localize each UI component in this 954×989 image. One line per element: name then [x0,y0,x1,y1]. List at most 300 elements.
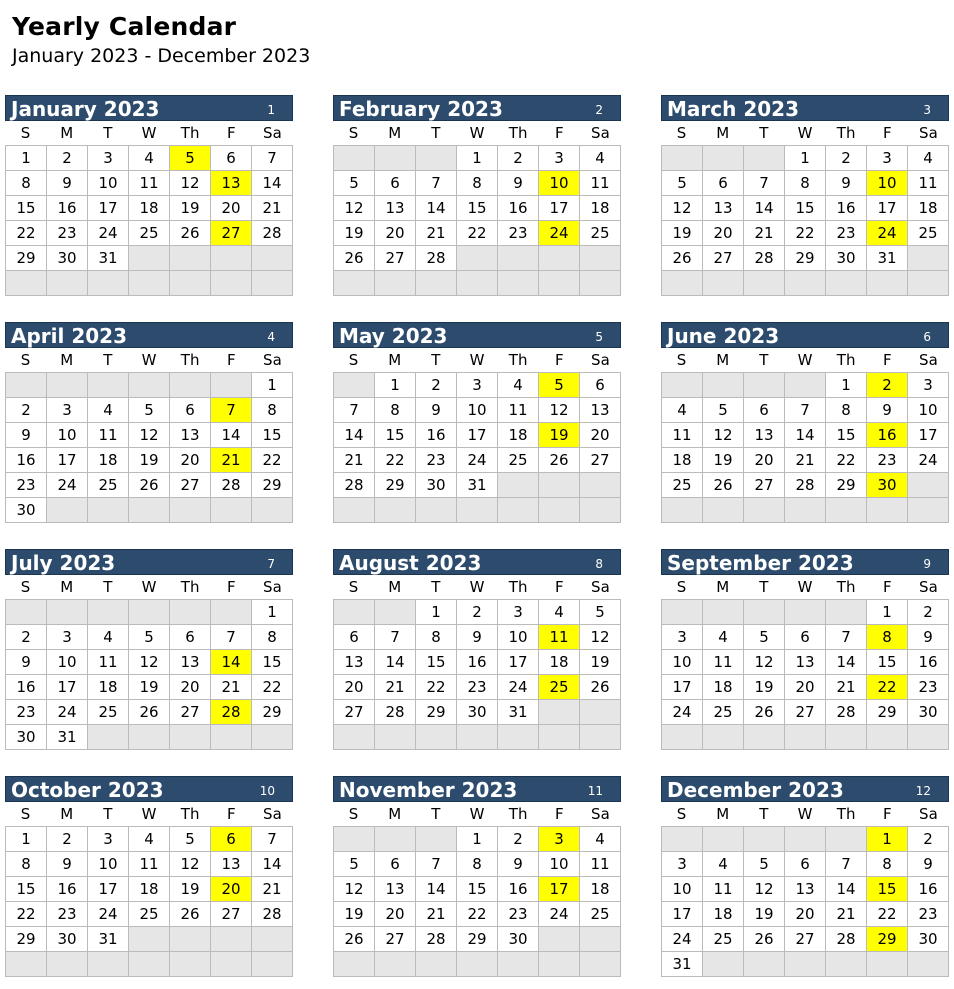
day-cell[interactable]: 1 [416,600,457,625]
day-cell[interactable]: 3 [498,600,539,625]
day-cell[interactable]: 5 [662,171,703,196]
day-cell[interactable]: 14 [211,423,252,448]
day-cell[interactable]: 9 [457,625,498,650]
day-cell[interactable]: 16 [908,650,949,675]
day-cell[interactable]: 13 [211,171,252,196]
day-cell[interactable]: 2 [908,827,949,852]
day-cell[interactable]: 4 [703,852,744,877]
day-cell[interactable]: 5 [539,373,580,398]
day-cell[interactable]: 9 [498,171,539,196]
day-cell[interactable]: 1 [826,373,867,398]
day-cell[interactable]: 5 [170,146,211,171]
day-cell[interactable]: 15 [457,877,498,902]
day-cell[interactable]: 5 [703,398,744,423]
day-cell[interactable]: 29 [6,246,47,271]
day-cell[interactable]: 7 [252,827,293,852]
day-cell[interactable]: 15 [867,650,908,675]
day-cell[interactable]: 25 [129,902,170,927]
day-cell[interactable]: 4 [88,625,129,650]
day-cell[interactable]: 19 [129,675,170,700]
day-cell[interactable]: 28 [334,473,375,498]
day-cell[interactable]: 2 [867,373,908,398]
day-cell[interactable]: 27 [785,700,826,725]
day-cell[interactable]: 13 [170,650,211,675]
day-cell[interactable]: 28 [252,902,293,927]
day-cell[interactable]: 18 [908,196,949,221]
day-cell[interactable]: 11 [498,398,539,423]
day-cell[interactable]: 26 [170,221,211,246]
day-cell[interactable]: 20 [170,448,211,473]
day-cell[interactable]: 2 [498,146,539,171]
day-cell[interactable]: 12 [662,196,703,221]
day-cell[interactable]: 14 [252,852,293,877]
day-cell[interactable]: 11 [129,171,170,196]
day-cell[interactable]: 26 [580,675,621,700]
day-cell[interactable]: 28 [211,700,252,725]
day-cell[interactable]: 27 [703,246,744,271]
day-cell[interactable]: 12 [703,423,744,448]
day-cell[interactable]: 4 [580,146,621,171]
day-cell[interactable]: 9 [416,398,457,423]
day-cell[interactable]: 4 [580,827,621,852]
day-cell[interactable]: 22 [785,221,826,246]
day-cell[interactable]: 26 [744,700,785,725]
day-cell[interactable]: 16 [826,196,867,221]
day-cell[interactable]: 24 [47,473,88,498]
day-cell[interactable]: 29 [252,700,293,725]
day-cell[interactable]: 21 [744,221,785,246]
day-cell[interactable]: 17 [867,196,908,221]
day-cell[interactable]: 29 [375,473,416,498]
day-cell[interactable]: 7 [744,171,785,196]
day-cell[interactable]: 16 [6,448,47,473]
day-cell[interactable]: 17 [908,423,949,448]
day-cell[interactable]: 19 [662,221,703,246]
day-cell[interactable]: 21 [826,902,867,927]
day-cell[interactable]: 20 [375,221,416,246]
day-cell[interactable]: 24 [457,448,498,473]
day-cell[interactable]: 30 [908,927,949,952]
day-cell[interactable]: 17 [47,448,88,473]
day-cell[interactable]: 30 [457,700,498,725]
day-cell[interactable]: 20 [211,877,252,902]
day-cell[interactable]: 13 [580,398,621,423]
day-cell[interactable]: 27 [785,927,826,952]
day-cell[interactable]: 23 [908,902,949,927]
day-cell[interactable]: 8 [457,171,498,196]
day-cell[interactable]: 13 [211,852,252,877]
day-cell[interactable]: 17 [47,675,88,700]
day-cell[interactable]: 8 [375,398,416,423]
day-cell[interactable]: 14 [744,196,785,221]
day-cell[interactable]: 9 [6,423,47,448]
day-cell[interactable]: 23 [826,221,867,246]
day-cell[interactable]: 27 [211,902,252,927]
day-cell[interactable]: 27 [170,473,211,498]
day-cell[interactable]: 23 [6,473,47,498]
day-cell[interactable]: 2 [47,146,88,171]
day-cell[interactable]: 2 [6,398,47,423]
day-cell[interactable]: 15 [6,877,47,902]
day-cell[interactable]: 29 [252,473,293,498]
day-cell[interactable]: 4 [88,398,129,423]
day-cell[interactable]: 19 [129,448,170,473]
day-cell[interactable]: 21 [826,675,867,700]
day-cell[interactable]: 1 [6,146,47,171]
day-cell[interactable]: 29 [6,927,47,952]
day-cell[interactable]: 24 [867,221,908,246]
day-cell[interactable]: 15 [826,423,867,448]
day-cell[interactable]: 8 [867,852,908,877]
day-cell[interactable]: 27 [744,473,785,498]
day-cell[interactable]: 8 [785,171,826,196]
day-cell[interactable]: 7 [375,625,416,650]
day-cell[interactable]: 18 [580,196,621,221]
day-cell[interactable]: 3 [908,373,949,398]
day-cell[interactable]: 3 [539,146,580,171]
day-cell[interactable]: 25 [908,221,949,246]
day-cell[interactable]: 2 [47,827,88,852]
day-cell[interactable]: 16 [47,877,88,902]
day-cell[interactable]: 22 [867,902,908,927]
day-cell[interactable]: 28 [826,700,867,725]
day-cell[interactable]: 6 [580,373,621,398]
day-cell[interactable]: 22 [826,448,867,473]
day-cell[interactable]: 11 [539,625,580,650]
day-cell[interactable]: 8 [6,852,47,877]
day-cell[interactable]: 19 [744,902,785,927]
day-cell[interactable]: 30 [826,246,867,271]
day-cell[interactable]: 17 [662,675,703,700]
day-cell[interactable]: 2 [6,625,47,650]
day-cell[interactable]: 31 [662,952,703,977]
day-cell[interactable]: 14 [375,650,416,675]
day-cell[interactable]: 1 [252,373,293,398]
day-cell[interactable]: 5 [744,852,785,877]
day-cell[interactable]: 10 [88,171,129,196]
day-cell[interactable]: 25 [129,221,170,246]
day-cell[interactable]: 26 [334,246,375,271]
day-cell[interactable]: 4 [129,827,170,852]
day-cell[interactable]: 17 [88,196,129,221]
day-cell[interactable]: 3 [662,625,703,650]
day-cell[interactable]: 18 [703,902,744,927]
day-cell[interactable]: 9 [498,852,539,877]
day-cell[interactable]: 12 [170,852,211,877]
day-cell[interactable]: 27 [375,246,416,271]
day-cell[interactable]: 21 [416,221,457,246]
day-cell[interactable]: 5 [744,625,785,650]
day-cell[interactable]: 10 [539,852,580,877]
day-cell[interactable]: 3 [47,625,88,650]
day-cell[interactable]: 6 [211,146,252,171]
day-cell[interactable]: 7 [785,398,826,423]
day-cell[interactable]: 12 [170,171,211,196]
day-cell[interactable]: 29 [826,473,867,498]
day-cell[interactable]: 29 [416,700,457,725]
day-cell[interactable]: 7 [252,146,293,171]
day-cell[interactable]: 21 [211,448,252,473]
day-cell[interactable]: 23 [498,221,539,246]
day-cell[interactable]: 10 [908,398,949,423]
day-cell[interactable]: 12 [129,423,170,448]
day-cell[interactable]: 4 [703,625,744,650]
day-cell[interactable]: 16 [6,675,47,700]
day-cell[interactable]: 25 [703,927,744,952]
day-cell[interactable]: 5 [129,398,170,423]
day-cell[interactable]: 30 [416,473,457,498]
day-cell[interactable]: 8 [252,625,293,650]
day-cell[interactable]: 22 [457,902,498,927]
day-cell[interactable]: 18 [539,650,580,675]
day-cell[interactable]: 6 [170,625,211,650]
day-cell[interactable]: 26 [129,700,170,725]
day-cell[interactable]: 9 [908,852,949,877]
day-cell[interactable]: 10 [498,625,539,650]
day-cell[interactable]: 21 [252,196,293,221]
day-cell[interactable]: 27 [580,448,621,473]
day-cell[interactable]: 22 [252,448,293,473]
day-cell[interactable]: 8 [6,171,47,196]
day-cell[interactable]: 24 [88,221,129,246]
day-cell[interactable]: 25 [580,221,621,246]
day-cell[interactable]: 23 [47,221,88,246]
day-cell[interactable]: 4 [908,146,949,171]
day-cell[interactable]: 2 [826,146,867,171]
day-cell[interactable]: 24 [662,927,703,952]
day-cell[interactable]: 9 [47,171,88,196]
day-cell[interactable]: 7 [416,852,457,877]
day-cell[interactable]: 20 [211,196,252,221]
day-cell[interactable]: 12 [744,877,785,902]
day-cell[interactable]: 8 [416,625,457,650]
day-cell[interactable]: 11 [580,852,621,877]
day-cell[interactable]: 10 [539,171,580,196]
day-cell[interactable]: 6 [744,398,785,423]
day-cell[interactable]: 1 [785,146,826,171]
day-cell[interactable]: 16 [498,877,539,902]
day-cell[interactable]: 29 [785,246,826,271]
day-cell[interactable]: 28 [785,473,826,498]
day-cell[interactable]: 7 [826,852,867,877]
day-cell[interactable]: 16 [47,196,88,221]
day-cell[interactable]: 22 [375,448,416,473]
day-cell[interactable]: 4 [498,373,539,398]
day-cell[interactable]: 18 [88,675,129,700]
day-cell[interactable]: 15 [375,423,416,448]
day-cell[interactable]: 20 [170,675,211,700]
day-cell[interactable]: 11 [703,877,744,902]
day-cell[interactable]: 6 [334,625,375,650]
day-cell[interactable]: 3 [457,373,498,398]
day-cell[interactable]: 1 [375,373,416,398]
day-cell[interactable]: 8 [457,852,498,877]
day-cell[interactable]: 2 [908,600,949,625]
day-cell[interactable]: 28 [375,700,416,725]
day-cell[interactable]: 25 [539,675,580,700]
day-cell[interactable]: 15 [457,196,498,221]
day-cell[interactable]: 13 [170,423,211,448]
day-cell[interactable]: 6 [785,625,826,650]
day-cell[interactable]: 21 [416,902,457,927]
day-cell[interactable]: 14 [785,423,826,448]
day-cell[interactable]: 19 [170,196,211,221]
day-cell[interactable]: 30 [47,246,88,271]
day-cell[interactable]: 20 [334,675,375,700]
day-cell[interactable]: 24 [539,221,580,246]
day-cell[interactable]: 24 [539,902,580,927]
day-cell[interactable]: 21 [375,675,416,700]
day-cell[interactable]: 17 [662,902,703,927]
day-cell[interactable]: 6 [703,171,744,196]
day-cell[interactable]: 24 [47,700,88,725]
day-cell[interactable]: 2 [498,827,539,852]
day-cell[interactable]: 26 [744,927,785,952]
day-cell[interactable]: 13 [334,650,375,675]
day-cell[interactable]: 26 [539,448,580,473]
day-cell[interactable]: 6 [375,852,416,877]
day-cell[interactable]: 14 [416,196,457,221]
day-cell[interactable]: 14 [211,650,252,675]
day-cell[interactable]: 15 [416,650,457,675]
day-cell[interactable]: 23 [498,902,539,927]
day-cell[interactable]: 8 [867,625,908,650]
day-cell[interactable]: 18 [580,877,621,902]
day-cell[interactable]: 28 [416,927,457,952]
day-cell[interactable]: 11 [703,650,744,675]
day-cell[interactable]: 10 [88,852,129,877]
day-cell[interactable]: 10 [662,650,703,675]
day-cell[interactable]: 23 [416,448,457,473]
day-cell[interactable]: 21 [785,448,826,473]
day-cell[interactable]: 7 [416,171,457,196]
day-cell[interactable]: 10 [47,423,88,448]
day-cell[interactable]: 25 [498,448,539,473]
day-cell[interactable]: 19 [703,448,744,473]
day-cell[interactable]: 31 [867,246,908,271]
day-cell[interactable]: 21 [334,448,375,473]
day-cell[interactable]: 30 [867,473,908,498]
day-cell[interactable]: 26 [703,473,744,498]
day-cell[interactable]: 5 [170,827,211,852]
day-cell[interactable]: 21 [211,675,252,700]
day-cell[interactable]: 19 [334,902,375,927]
day-cell[interactable]: 18 [129,196,170,221]
day-cell[interactable]: 11 [88,650,129,675]
day-cell[interactable]: 2 [416,373,457,398]
day-cell[interactable]: 19 [744,675,785,700]
day-cell[interactable]: 23 [457,675,498,700]
day-cell[interactable]: 30 [47,927,88,952]
day-cell[interactable]: 14 [334,423,375,448]
day-cell[interactable]: 1 [867,600,908,625]
day-cell[interactable]: 25 [703,700,744,725]
day-cell[interactable]: 11 [908,171,949,196]
day-cell[interactable]: 11 [88,423,129,448]
day-cell[interactable]: 14 [252,171,293,196]
day-cell[interactable]: 28 [211,473,252,498]
day-cell[interactable]: 30 [6,725,47,750]
day-cell[interactable]: 24 [498,675,539,700]
day-cell[interactable]: 23 [6,700,47,725]
day-cell[interactable]: 8 [252,398,293,423]
day-cell[interactable]: 1 [867,827,908,852]
day-cell[interactable]: 22 [6,902,47,927]
day-cell[interactable]: 6 [375,171,416,196]
day-cell[interactable]: 5 [334,171,375,196]
day-cell[interactable]: 17 [539,877,580,902]
day-cell[interactable]: 7 [211,625,252,650]
day-cell[interactable]: 19 [170,877,211,902]
day-cell[interactable]: 23 [867,448,908,473]
day-cell[interactable]: 13 [785,877,826,902]
day-cell[interactable]: 16 [867,423,908,448]
day-cell[interactable]: 14 [826,877,867,902]
day-cell[interactable]: 18 [129,877,170,902]
day-cell[interactable]: 1 [6,827,47,852]
day-cell[interactable]: 27 [334,700,375,725]
day-cell[interactable]: 17 [88,877,129,902]
day-cell[interactable]: 14 [826,650,867,675]
day-cell[interactable]: 28 [744,246,785,271]
day-cell[interactable]: 26 [662,246,703,271]
day-cell[interactable]: 6 [170,398,211,423]
day-cell[interactable]: 26 [129,473,170,498]
day-cell[interactable]: 3 [867,146,908,171]
day-cell[interactable]: 15 [252,650,293,675]
day-cell[interactable]: 17 [457,423,498,448]
day-cell[interactable]: 3 [88,146,129,171]
day-cell[interactable]: 27 [170,700,211,725]
day-cell[interactable]: 5 [334,852,375,877]
day-cell[interactable]: 11 [580,171,621,196]
day-cell[interactable]: 22 [867,675,908,700]
day-cell[interactable]: 12 [539,398,580,423]
day-cell[interactable]: 8 [826,398,867,423]
day-cell[interactable]: 7 [826,625,867,650]
day-cell[interactable]: 31 [457,473,498,498]
day-cell[interactable]: 24 [88,902,129,927]
day-cell[interactable]: 13 [785,650,826,675]
day-cell[interactable]: 25 [580,902,621,927]
day-cell[interactable]: 10 [662,877,703,902]
day-cell[interactable]: 23 [908,675,949,700]
day-cell[interactable]: 24 [908,448,949,473]
day-cell[interactable]: 12 [129,650,170,675]
day-cell[interactable]: 1 [457,146,498,171]
day-cell[interactable]: 3 [662,852,703,877]
day-cell[interactable]: 17 [498,650,539,675]
day-cell[interactable]: 22 [6,221,47,246]
day-cell[interactable]: 12 [744,650,785,675]
day-cell[interactable]: 13 [375,196,416,221]
day-cell[interactable]: 4 [129,146,170,171]
day-cell[interactable]: 18 [498,423,539,448]
day-cell[interactable]: 15 [252,423,293,448]
day-cell[interactable]: 28 [252,221,293,246]
day-cell[interactable]: 21 [252,877,293,902]
day-cell[interactable]: 13 [703,196,744,221]
day-cell[interactable]: 6 [785,852,826,877]
day-cell[interactable]: 20 [375,902,416,927]
day-cell[interactable]: 31 [47,725,88,750]
day-cell[interactable]: 9 [908,625,949,650]
day-cell[interactable]: 22 [252,675,293,700]
day-cell[interactable]: 15 [785,196,826,221]
day-cell[interactable]: 11 [129,852,170,877]
day-cell[interactable]: 3 [47,398,88,423]
day-cell[interactable]: 16 [416,423,457,448]
